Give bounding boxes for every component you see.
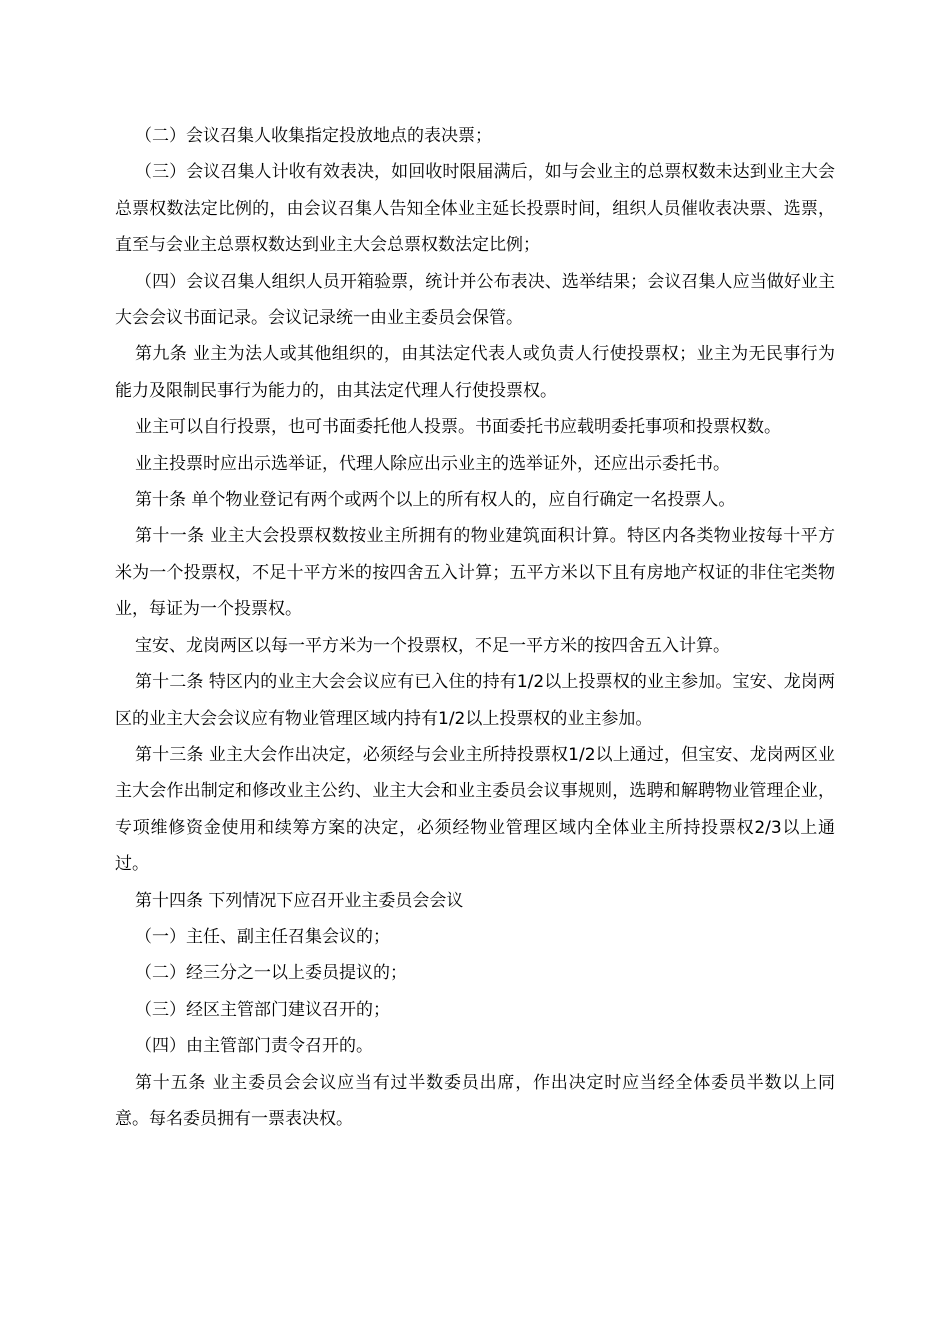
article-14-item-4: （四）由主管部门责令召开的。: [135, 1036, 373, 1057]
article-13: 第十三条 业主大会作出决定，必须经与会业主所持投票权1/2以上通过，但宝安、龙岗两区业主大会作出制定和修改业主公约、业主大会和业主委员会议事规则，选聘和解聘物业管理企业，专项维修资金使用和续筹方案的决定，必须经物业管理区域内全体业主所持投票权2/3以上通过。: [115, 744, 835, 875]
article-9: 第九条 业主为法人或其他组织的，由其法定代表人或负责人行使投票权；业主为无民事行为能力及限制民事行为能力的，由其法定代理人行使投票权。: [115, 344, 835, 401]
paragraph-3-count-votes: （三）会议召集人计收有效表决，如回收时限届满后，如与会业主的总票权数未达到业主大会总票权数法定比例的，由会议召集人告知全体业主延长投票时间，组织人员催收表决票、选票，直至与会业主总票权数达到业主大会总票权数法定比例；: [115, 162, 835, 256]
article-14-item-1: （一）主任、副主任召集会议的；: [135, 926, 390, 947]
baoan-longgang-paragraph: 宝安、龙岗两区以每一平方米为一个投票权，不足一平方米的按四舍五入计算。: [135, 635, 730, 656]
article-12: 第十二条 特区内的业主大会会议应有已入住的持有1/2以上投票权的业主参加。宝安、龙岗两区的业主大会会议应有物业管理区域内持有1/2以上投票权的业主参加。: [115, 672, 835, 729]
proxy-voting-paragraph: 业主可以自行投票，也可书面委托他人投票。书面委托书应载明委托事项和投票权数。: [135, 417, 781, 438]
paragraph-4-open-ballot-box: （四）会议召集人组织人员开箱验票，统计并公布表决、选举结果；会议召集人应当做好业主大会会议书面记录。会议记录统一由业主委员会保管。: [115, 271, 835, 329]
paragraph-2-collect-ballots: （二）会议召集人收集指定投放地点的表决票；: [135, 126, 492, 146]
voter-id-paragraph: 业主投票时应出示选举证，代理人除应出示业主的选举证外，还应出示委托书。: [135, 453, 730, 474]
article-15: 第十五条 业主委员会会议应当有过半数委员出席，作出决定时应当经全体委员半数以上同意。每名委员拥有一票表决权。: [115, 1072, 835, 1129]
article-14-item-3: （三）经区主管部门建议召开的；: [135, 999, 390, 1020]
article-14-item-2: （二）经三分之一以上委员提议的；: [135, 963, 407, 984]
article-14: 第十四条 下列情况下应召开业主委员会会议: [135, 890, 464, 911]
article-10: 第十条 单个物业登记有两个或两个以上的所有权人的，应自行确定一名投票人。: [135, 490, 736, 511]
article-11: 第十一条 业主大会投票权数按业主所拥有的物业建筑面积计算。特区内各类物业按每十平方米为一个投票权，不足十平方米的按四舍五入计算；五平方米以下且有房地产权证的非住宅类物业，每证为一个投票权。: [115, 526, 835, 620]
document-body: [115, 118, 835, 1137]
